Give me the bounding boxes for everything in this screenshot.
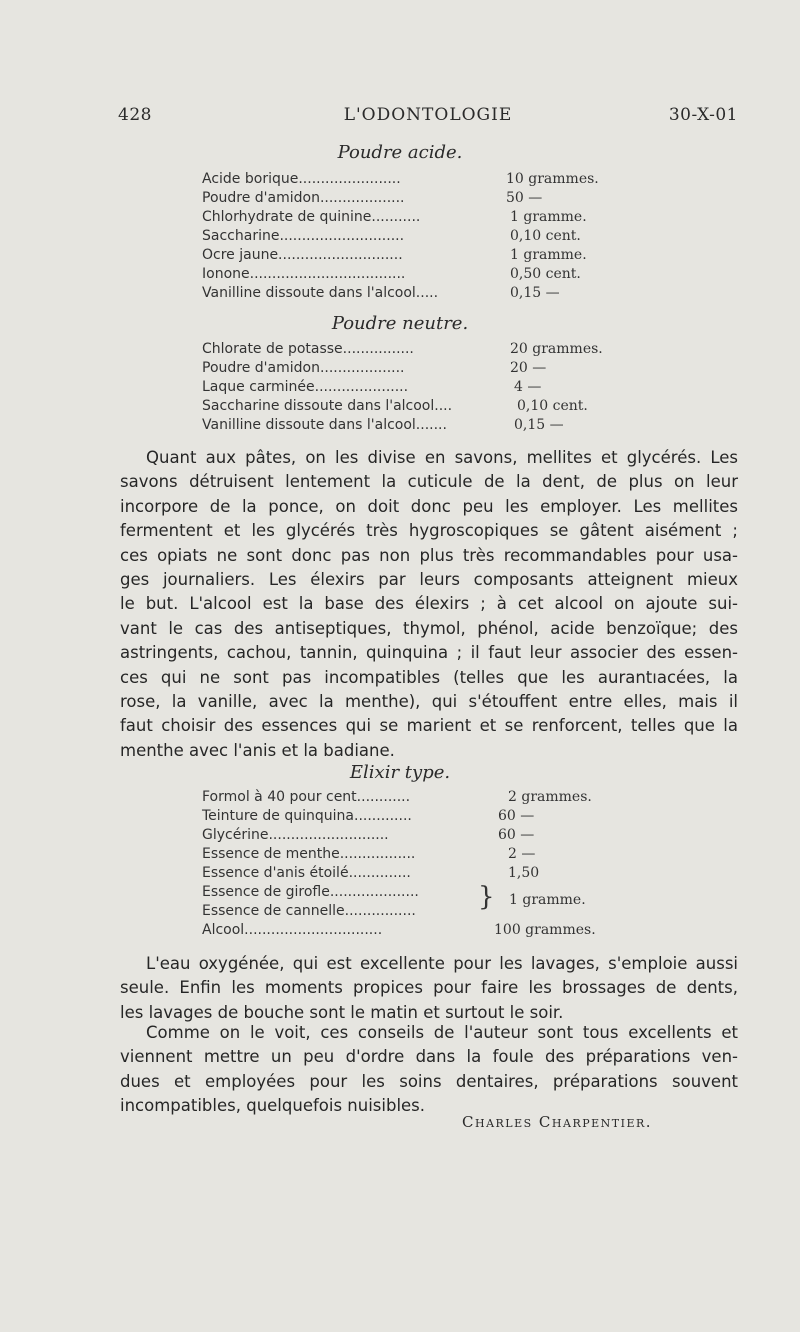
text-line: dues et employées pour les soins dentaires, préparations souvent (120, 1071, 738, 1091)
ingredient: Chlorhydrate de quinine........... (202, 209, 421, 225)
brace-icon: } (478, 882, 495, 912)
ingredient: Saccharine dissoute dans l'alcool.... (202, 398, 453, 414)
text-line: rose, la vanille, avec la menthe), qui s'étouffent entre elles, mais il (120, 692, 738, 712)
ingredient: Alcool............................... (202, 922, 383, 938)
journal-title: L'ODONTOLOGIE (343, 105, 513, 125)
quantity: 0,15 — (514, 417, 564, 433)
quantity: 2 grammes. (508, 789, 592, 805)
poudre-acide-title: Poudre acide. (337, 142, 463, 163)
text-line: savons détruisent lentement la cuticule de la dent, de plus on leur (120, 472, 738, 492)
quantity: 1 gramme. (509, 892, 586, 908)
text-line: L'eau oxygénée, qui est excellente pour les lavages, s'emploie aussi (146, 954, 738, 973)
text-line: le but. L'alcool est la base des élexirs ; à cet alcool on ajoute sui- (120, 594, 738, 614)
text-line: incorpore de la ponce, on doit donc peu les employer. Les mellites (120, 496, 738, 516)
ingredient: Glycérine........................... (202, 827, 389, 843)
quantity: 1,50 (508, 865, 540, 881)
quantity: 20 grammes. (510, 341, 603, 357)
ingredient: Saccharine............................ (202, 228, 405, 244)
ingredient: Chlorate de potasse................ (202, 341, 414, 357)
issue-date: 30-X-01 (668, 105, 738, 125)
quantity: 4 — (514, 379, 542, 395)
text-line: Comme on le voit, ces conseils de l'auteur sont tous excellents et (146, 1023, 738, 1042)
ingredient: Poudre d'amidon................... (202, 360, 405, 376)
page-number: 428 (118, 105, 152, 125)
paragraph-conclusion (120, 1021, 738, 1119)
quantity: 0,10 cent. (517, 398, 588, 414)
quantity: 50 — (506, 190, 543, 206)
quantity: 20 — (510, 360, 547, 376)
poudre-neutre-title: Poudre neutre. (331, 313, 469, 334)
paragraph-eau-oxygenee (120, 952, 738, 1025)
running-head (118, 105, 738, 131)
quantity: 0,15 — (510, 285, 560, 301)
text-line: les lavages de bouche sont le matin et surtout le soir. (120, 1002, 564, 1022)
quantity: 1 gramme. (510, 247, 587, 263)
text-line: ces opiats ne sont donc pas non plus très recommandables pour usa- (120, 545, 738, 565)
ingredient: Essence de menthe................. (202, 846, 416, 862)
ingredient: Vanilline dissoute dans l'alcool....... (202, 417, 447, 433)
ingredient: Formol à 40 pour cent............ (202, 789, 411, 805)
elixir-title: Elixir type. (349, 762, 451, 783)
text-line: ges journaliers. Les élexirs par leurs composants atteignent mieux (120, 570, 738, 590)
text-line: incompatibles, quelquefois nuisibles. (120, 1096, 426, 1116)
ingredient: Teinture de quinquina............. (202, 808, 412, 824)
ingredient: Vanilline dissoute dans l'alcool..... (202, 285, 439, 301)
author-signature: Charles Charpentier. (462, 1113, 653, 1131)
text-line: fermentent et les glycérés très hygroscopiques se gâtent aisément ; (120, 521, 738, 541)
ingredient: Essence d'anis étoilé.............. (202, 865, 411, 881)
text-line: menthe avec l'anis et la badiane. (120, 740, 395, 760)
paragraph-pates (120, 446, 738, 763)
text-line: ces qui ne sont pas incompatibles (telles que les aurantıacées, la (120, 667, 738, 687)
text-line: viennent mettre un peu d'ordre dans la foule des préparations ven- (120, 1047, 738, 1067)
ingredient: Ionone................................... (202, 266, 406, 282)
ingredient: Essence de girofle.................... (202, 884, 419, 900)
quantity: 0,50 cent. (510, 266, 581, 282)
quantity: 60 — (498, 808, 535, 824)
text-line: vant le cas des antiseptiques, thymol, phénol, acide benzoïque; des (120, 618, 738, 638)
quantity: 10 grammes. (506, 171, 599, 187)
ingredient: Acide borique....................... (202, 171, 401, 187)
ingredient: Ocre jaune............................ (202, 247, 403, 263)
quantity: 2 — (508, 846, 536, 862)
quantity: 60 — (498, 827, 535, 843)
quantity: 0,10 cent. (510, 228, 581, 244)
text-line: Quant aux pâtes, on les divise en savons, mellites et glycérés. Les (146, 448, 738, 467)
text-line: seule. Enfin les moments propices pour faire les brossages de dents, (120, 978, 738, 998)
quantity: 100 grammes. (494, 922, 596, 938)
quantity: 1 gramme. (510, 209, 587, 225)
ingredient: Poudre d'amidon................... (202, 190, 405, 206)
text-line: astringents, cachou, tannin, quinquina ; il faut leur associer des essen- (120, 643, 738, 663)
text-line: faut choisir des essences qui se marient et se renforcent, telles que la (120, 716, 738, 736)
ingredient: Essence de cannelle................ (202, 903, 416, 919)
ingredient: Laque carminée..................... (202, 379, 409, 395)
